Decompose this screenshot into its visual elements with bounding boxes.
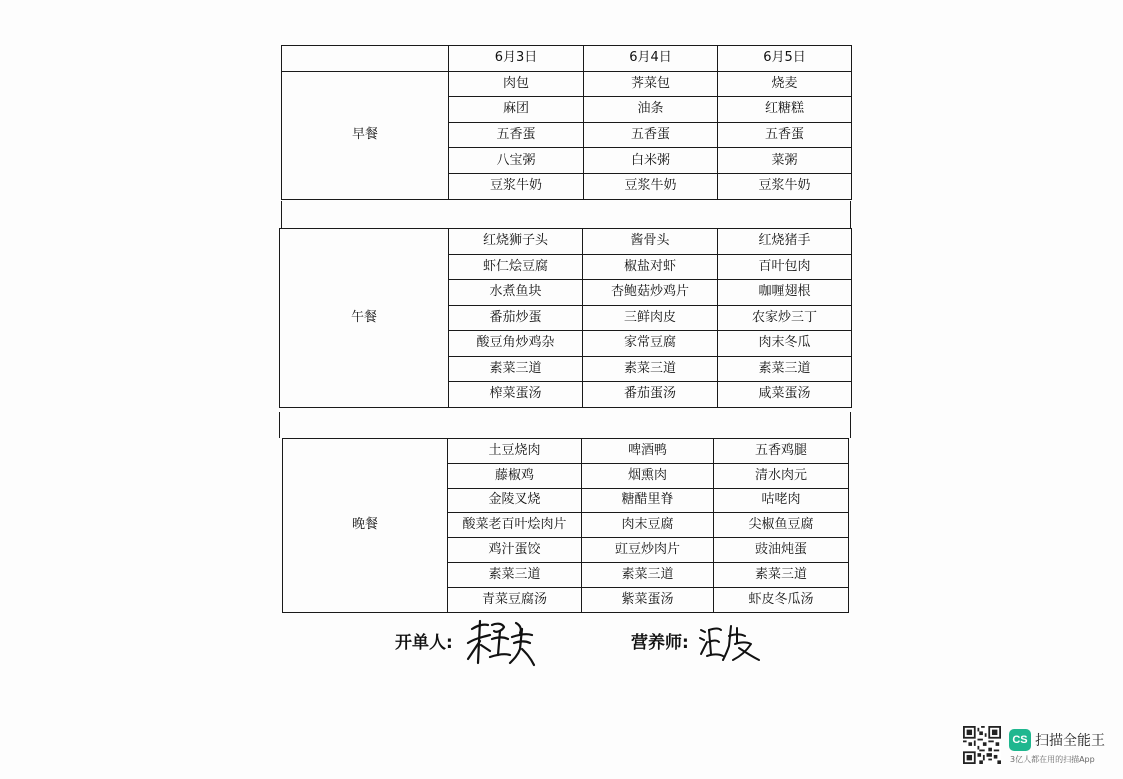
dish-cell: 紫菜蛋汤	[582, 587, 714, 612]
date-header: 6月3日	[449, 46, 584, 72]
dish-cell: 金陵叉烧	[448, 488, 582, 513]
dish-cell: 五香蛋	[718, 122, 852, 148]
dish-cell: 三鲜肉皮	[583, 305, 718, 331]
date-header-row	[282, 46, 852, 72]
dish-cell: 豆浆牛奶	[584, 173, 718, 199]
dish-cell: 烟熏肉	[582, 463, 714, 488]
dish-cell: 红烧狮子头	[449, 229, 583, 255]
dish-cell: 白米粥	[584, 148, 718, 174]
qr-code-icon	[963, 726, 1001, 764]
dish-cell: 肉末冬瓜	[718, 331, 852, 357]
dish-cell: 百叶包肉	[718, 254, 852, 280]
issuer-label: 开单人:	[395, 633, 453, 653]
dish-cell: 杏鲍菇炒鸡片	[583, 280, 718, 306]
table-row	[282, 71, 852, 97]
dish-cell: 八宝粥	[449, 148, 584, 174]
meal-label-lunch: 午餐	[280, 229, 449, 408]
dish-cell: 清水肉元	[714, 463, 849, 488]
dish-cell: 油条	[584, 97, 718, 123]
dish-cell: 水煮鱼块	[449, 280, 583, 306]
dish-cell: 五香蛋	[449, 122, 584, 148]
meal-label-dinner: 晚餐	[283, 439, 448, 613]
dish-cell: 虾皮冬瓜汤	[714, 587, 849, 612]
dish-cell: 椒盐对虾	[583, 254, 718, 280]
nutritionist-label: 营养师:	[631, 633, 689, 653]
dish-cell: 荠菜包	[584, 71, 718, 97]
app-tagline: 3亿人都在用的扫描App	[1010, 755, 1095, 764]
dish-cell: 番茄炒蛋	[449, 305, 583, 331]
app-name: 扫描全能王	[1035, 733, 1105, 749]
breakfast-table	[281, 45, 852, 200]
meal-label-breakfast: 早餐	[282, 71, 449, 199]
dish-cell: 素菜三道	[449, 356, 583, 382]
dinner-table	[282, 438, 849, 613]
dish-cell: 酱骨头	[583, 229, 718, 255]
dish-cell: 素菜三道	[714, 562, 849, 587]
table-row	[283, 439, 849, 464]
dish-cell: 素菜三道	[448, 562, 582, 587]
dish-cell: 榨菜蛋汤	[449, 382, 583, 408]
dish-cell: 五香蛋	[584, 122, 718, 148]
dish-cell: 肉末豆腐	[582, 513, 714, 538]
dish-cell: 尖椒鱼豆腐	[714, 513, 849, 538]
dish-cell: 啤酒鸭	[582, 439, 714, 464]
camscanner-logo: CS	[1009, 729, 1031, 751]
dish-cell: 咸菜蛋汤	[718, 382, 852, 408]
issuer-signature	[462, 615, 542, 671]
dish-cell: 豇豆炒肉片	[582, 538, 714, 563]
dish-cell: 虾仁烩豆腐	[449, 254, 583, 280]
lunch-table	[279, 228, 852, 408]
dish-cell: 烧麦	[718, 71, 852, 97]
dish-cell: 农家炒三丁	[718, 305, 852, 331]
dish-cell: 酸豆角炒鸡杂	[449, 331, 583, 357]
dish-cell: 红糖糕	[718, 97, 852, 123]
dish-cell: 土豆烧肉	[448, 439, 582, 464]
dish-cell: 糖醋里脊	[582, 488, 714, 513]
dish-cell: 素菜三道	[718, 356, 852, 382]
nutritionist-signature	[697, 622, 763, 664]
dish-cell: 青菜豆腐汤	[448, 587, 582, 612]
corner-cell	[282, 46, 449, 72]
dish-cell: 家常豆腐	[583, 331, 718, 357]
dish-cell: 菜粥	[718, 148, 852, 174]
dish-cell: 肉包	[449, 71, 584, 97]
dish-cell: 豆浆牛奶	[449, 173, 584, 199]
date-header: 6月5日	[718, 46, 852, 72]
dish-cell: 藤椒鸡	[448, 463, 582, 488]
table-row	[280, 229, 852, 255]
date-header: 6月4日	[584, 46, 718, 72]
section-spacer	[279, 412, 851, 438]
dish-cell: 番茄蛋汤	[583, 382, 718, 408]
section-spacer	[281, 201, 851, 228]
dish-cell: 鸡汁蛋饺	[448, 538, 582, 563]
dish-cell: 酸菜老百叶烩肉片	[448, 513, 582, 538]
dish-cell: 豆浆牛奶	[718, 173, 852, 199]
dish-cell: 咖喱翅根	[718, 280, 852, 306]
dish-cell: 豉油炖蛋	[714, 538, 849, 563]
dish-cell: 五香鸡腿	[714, 439, 849, 464]
dish-cell: 素菜三道	[583, 356, 718, 382]
dish-cell: 麻团	[449, 97, 584, 123]
dish-cell: 咕咾肉	[714, 488, 849, 513]
dish-cell: 素菜三道	[582, 562, 714, 587]
scanner-watermark	[963, 726, 1113, 770]
dish-cell: 红烧猪手	[718, 229, 852, 255]
